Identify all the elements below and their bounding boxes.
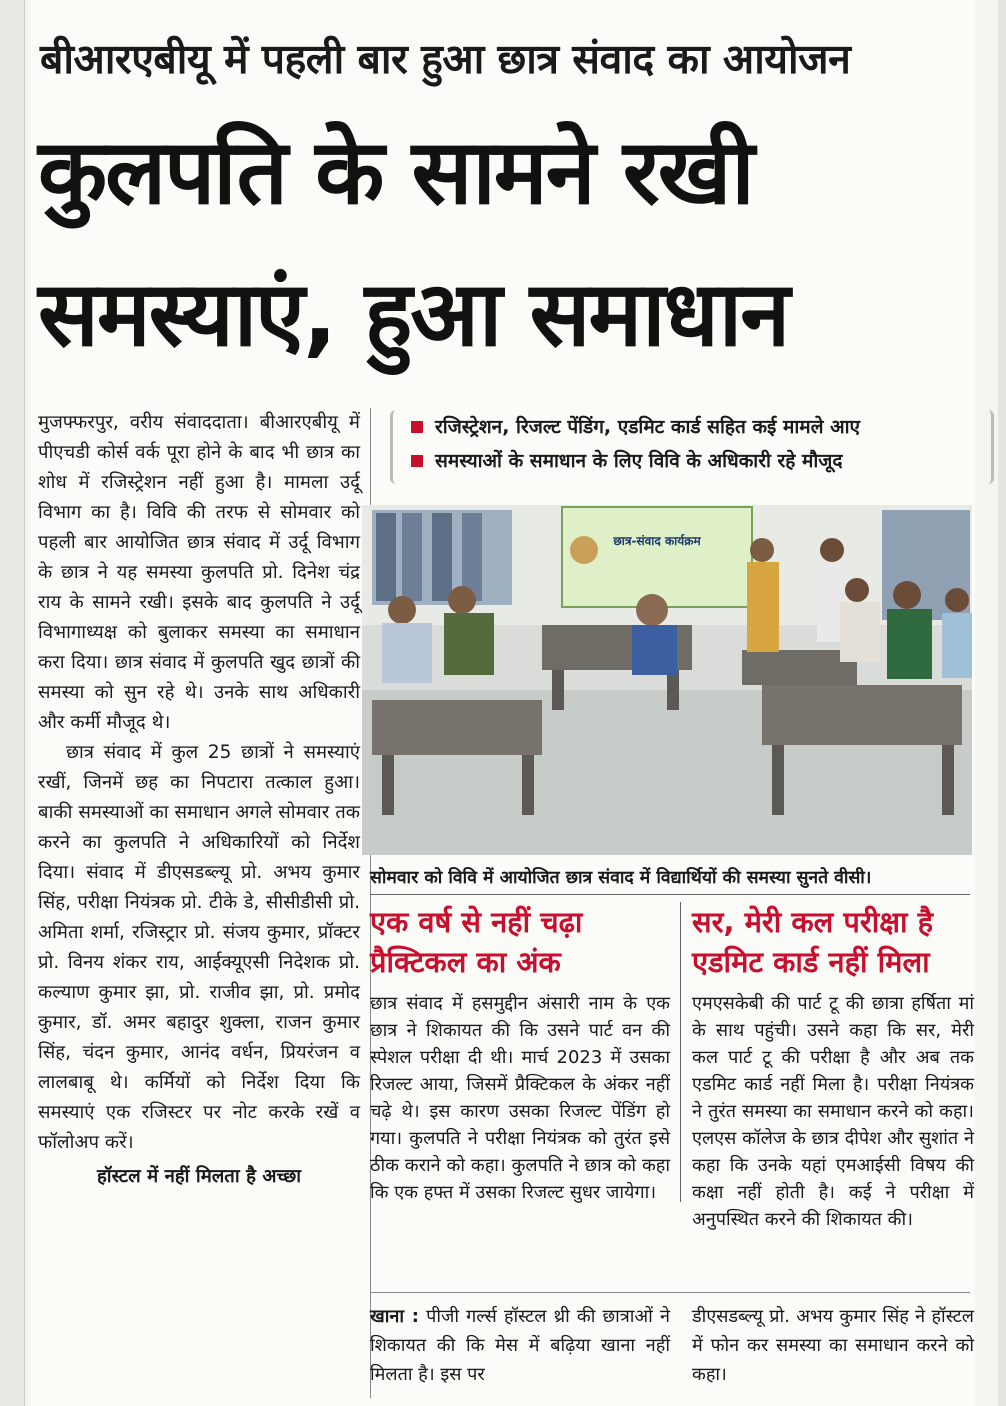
highlight-item (411, 410, 991, 444)
story2-headline-1: सर, मेरी कल परीक्षा है (692, 905, 934, 939)
bottom-paragraph-dsw (692, 1302, 974, 1389)
bottom-paragraph-food (370, 1302, 670, 1389)
highlight-item (411, 444, 991, 478)
story1-body: छात्र संवाद में हसमुद्दीन अंसारी नाम के एक छात्र ने शिकायत की कि उसने पार्ट वन की स्पेशल परीक्षा दी थी। मार्च 2023 में उसका रिजल्ट आया, जिसमें प्रैक्टिकल के अंकर नहीं चढ़े थे। इस कारण उसका रिजल्ट पेंडिंग हो गया। कुलपति ने परीक्षा नियंत्रक को तुरंत इसे ठीक कराने को कहा। कुलपति ने छात्र को कहा कि एक हफ्त में उसका रिजल्ट सुधर जायेगा। (370, 993, 670, 1203)
red-square-bullet-icon (411, 421, 423, 433)
story-divider (680, 902, 681, 1202)
meeting-room-illustration (362, 505, 972, 855)
story1-headline-1: एक वर्ष से नहीं चढ़ा (370, 905, 583, 939)
story-practical-marks (370, 902, 670, 1206)
highlight-text-2: समस्याओं के समाधान के लिए विवि के अधिकारी रहे मौजूद (435, 450, 843, 472)
story1-headline-2: प्रैक्टिकल का अंक (370, 945, 561, 979)
highlights-box (390, 410, 994, 484)
event-photo (362, 505, 972, 855)
bottom-rule (370, 1292, 970, 1293)
story-admit-card (692, 902, 974, 1233)
highlight-text-1: रजिस्ट्रेशन, रिजल्ट पेंडिंग, एडमिट कार्ड सहित कई मामले आए (435, 416, 861, 438)
story2-body: एमएसकेबी की पार्ट टू की छात्रा हर्षिता मां के साथ पहुंची। उसने कहा कि सर, मेरी कल पार्ट टू की परीक्षा है और अब तक एडमिट कार्ड नहीं मिला है। परीक्षा नियंत्रक ने तुरंत समस्या का समाधान करने को कहा। एलएस कॉलेज के छात्र दीपेश और सुशांत ने कहा कि उनके यहां एमआईसी विषय की कक्षा नहीं होती है। कई ने परीक्षा में अनुपस्थित करने की शिकायत की। (692, 993, 974, 1230)
photo-caption: सोमवार को विवि में आयोजित छात्र संवाद में विद्यार्थियों की समस्या सुनते वीसी। (370, 868, 872, 888)
food-lead-label: खाना : (370, 1306, 419, 1327)
left-paragraph-1: मुजफ्फरपुर, वरीय संवाददाता। बीआरएबीयू में पीएचडी कोर्स वर्क पूरा होने के बाद भी छात्र का शोध में रजिस्ट्रेशन नहीं हुआ है। मामला उर्दू विभाग का है। विवि की तरफ से सोमवार को पहली बार आयोजित छात्र संवाद में उर्दू विभाग के छात्र ने यह समस्या कुलपति प्रो. दिनेश चंद्र राय के सामने रखी। इसके बाद कुलपति ने उर्दू विभागाध्यक्ष को बुलाकर समस्या का समाधान करा दिया। छात्र संवाद में कुलपति खुद छात्रों की समस्या को सुन रहे थे। उनके साथ अधिकारी और कर्मी मौजूद थे। (38, 412, 360, 733)
dsw-text: डीएसडब्ल्यू प्रो. अभय कुमार सिंह ने हॉस्टल में फोन कर समस्या का समाधान करने को कहा। (692, 1306, 974, 1385)
red-square-bullet-icon (411, 455, 423, 467)
left-column-article (38, 408, 360, 1192)
left-paragraph-2: छात्र संवाद में कुल 25 छात्रों ने समस्याएं रखीं, जिनमें छह का निपटारा तत्काल हुआ। बाकी समस्याओं का समाधान अगले सोमवार तक करने का कुलपति ने अधिकारियों को निर्देश दिया। संवाद में डीएसडब्ल्यू प्रो. अभय कुमार सिंह, परीक्षा नियंत्रक प्रो. टीके डे, सीसीडीसी प्रो. अमिता शर्मा, रजिस्ट्रार प्रो. संजय कुमार, प्रॉक्टर प्रो. विनय शंकर राय, आईक्यूएसी निदेशक प्रो. कल्याण कुमार झा, प्रो. राजीव झा, प्रो. प्रमोद कुमार, डॉ. अमर बहादुर शुक्ला, राजन कुमार सिंह, चंदन कुमार, आनंद वर्धन, प्रियरंजन व लालबाबू थे। कर्मियों को निर्देश दिया कि समस्याएं एक रजिस्टर पर नोट करके रखें व फॉलोअप करें। (38, 742, 360, 1153)
kicker-headline: बीआरएबीयू में पहली बार हुआ छात्र संवाद का आयोजन (40, 35, 851, 83)
story2-headline-2: एडमिट कार्ड नहीं मिला (692, 945, 930, 979)
caption-rule (370, 894, 970, 895)
food-text: पीजी गर्ल्स हॉस्टल थ्री की छात्राओं ने शिकायत की कि मेस में बढ़िया खाना नहीं मिलता है। इस पर (370, 1306, 670, 1385)
adjacent-page-edge-right (998, 0, 1006, 1406)
left-subheading: हॉस्टल में नहीं मिलता है अच्छा (96, 1166, 302, 1187)
main-headline-line-1: कुलपति के सामने रखी (38, 120, 753, 225)
adjacent-page-edge-left (0, 0, 25, 1406)
banner-text: छात्र-संवाद कार्यक्रम (613, 534, 701, 548)
main-headline-line-2: समस्याएं, हुआ समाधान (38, 262, 789, 367)
newspaper-page (30, 0, 975, 1406)
